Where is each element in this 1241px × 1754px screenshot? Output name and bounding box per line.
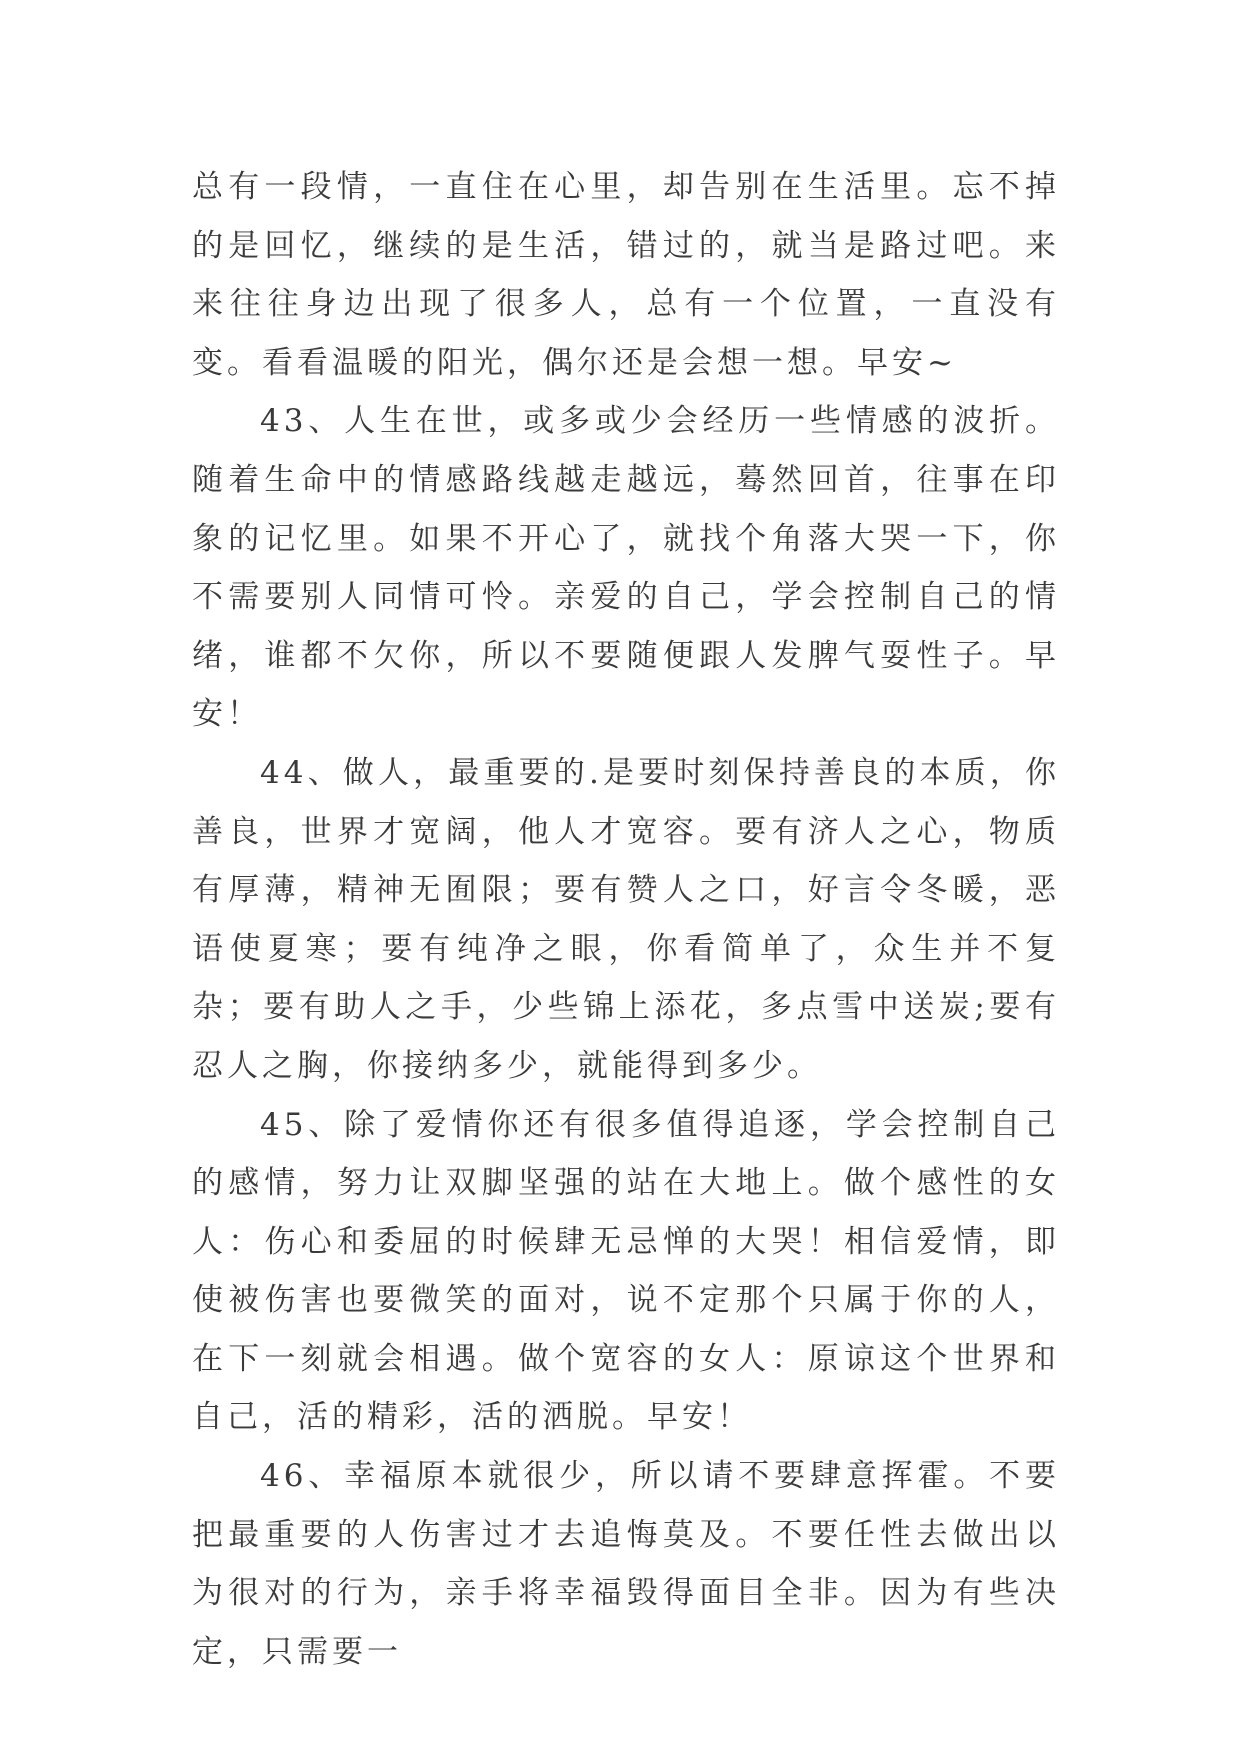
paragraph-45: 45、除了爱情你还有很多值得追逐，学会控制自己的感情，努力让双脚坚强的站在大地上。做个感性的女人：伤心和委屈的时候肆无忌惮的大哭！相信爱情，即使被伤害也要微笑的面对，说不定那个只属于你的人，在下一刻就会相遇。做个宽容的女人：原谅这个世界和自己，活的精彩，活的洒脱。早安！ <box>192 1106 1060 1436</box>
document-body <box>192 158 1060 1681</box>
paragraph-43: 43、人生在世，或多或少会经历一些情感的波折。随着生命中的情感路线越走越远，蓦然回首，往事在印象的记忆里。如果不开心了，就找个角落大哭一下，你不需要别人同情可怜。亲爱的自己，学会控制自己的情绪，谁都不欠你，所以不要随便跟人发脾气耍性子。早安！ <box>192 403 1060 733</box>
paragraph-44: 44、做人，最重要的.是要时刻保持善良的本质，你善良，世界才宽阔，他人才宽容。要有济人之心，物质有厚薄，精神无囿限；要有赞人之口，好言令冬暖，恶语使夏寒；要有纯净之眼，你看简单了，众生并不复杂；要有助人之手，少些锦上添花，多点雪中送炭;要有忍人之胸，你接纳多少，就能得到多少。 <box>192 754 1060 1084</box>
paragraph-continuation: 总有一段情，一直住在心里，却告别在生活里。忘不掉的是回忆，继续的是生活，错过的，就当是路过吧。来来往往身边出现了很多人，总有一个位置，一直没有变。看看温暖的阳光，偶尔还是会想一想。早安~ <box>192 169 1060 381</box>
paragraph-46: 46、幸福原本就很少，所以请不要肆意挥霍。不要把最重要的人伤害过才去追悔莫及。不要任性去做出以为很对的行为，亲手将幸福毁得面目全非。因为有些决定，只需要一 <box>192 1458 1060 1670</box>
